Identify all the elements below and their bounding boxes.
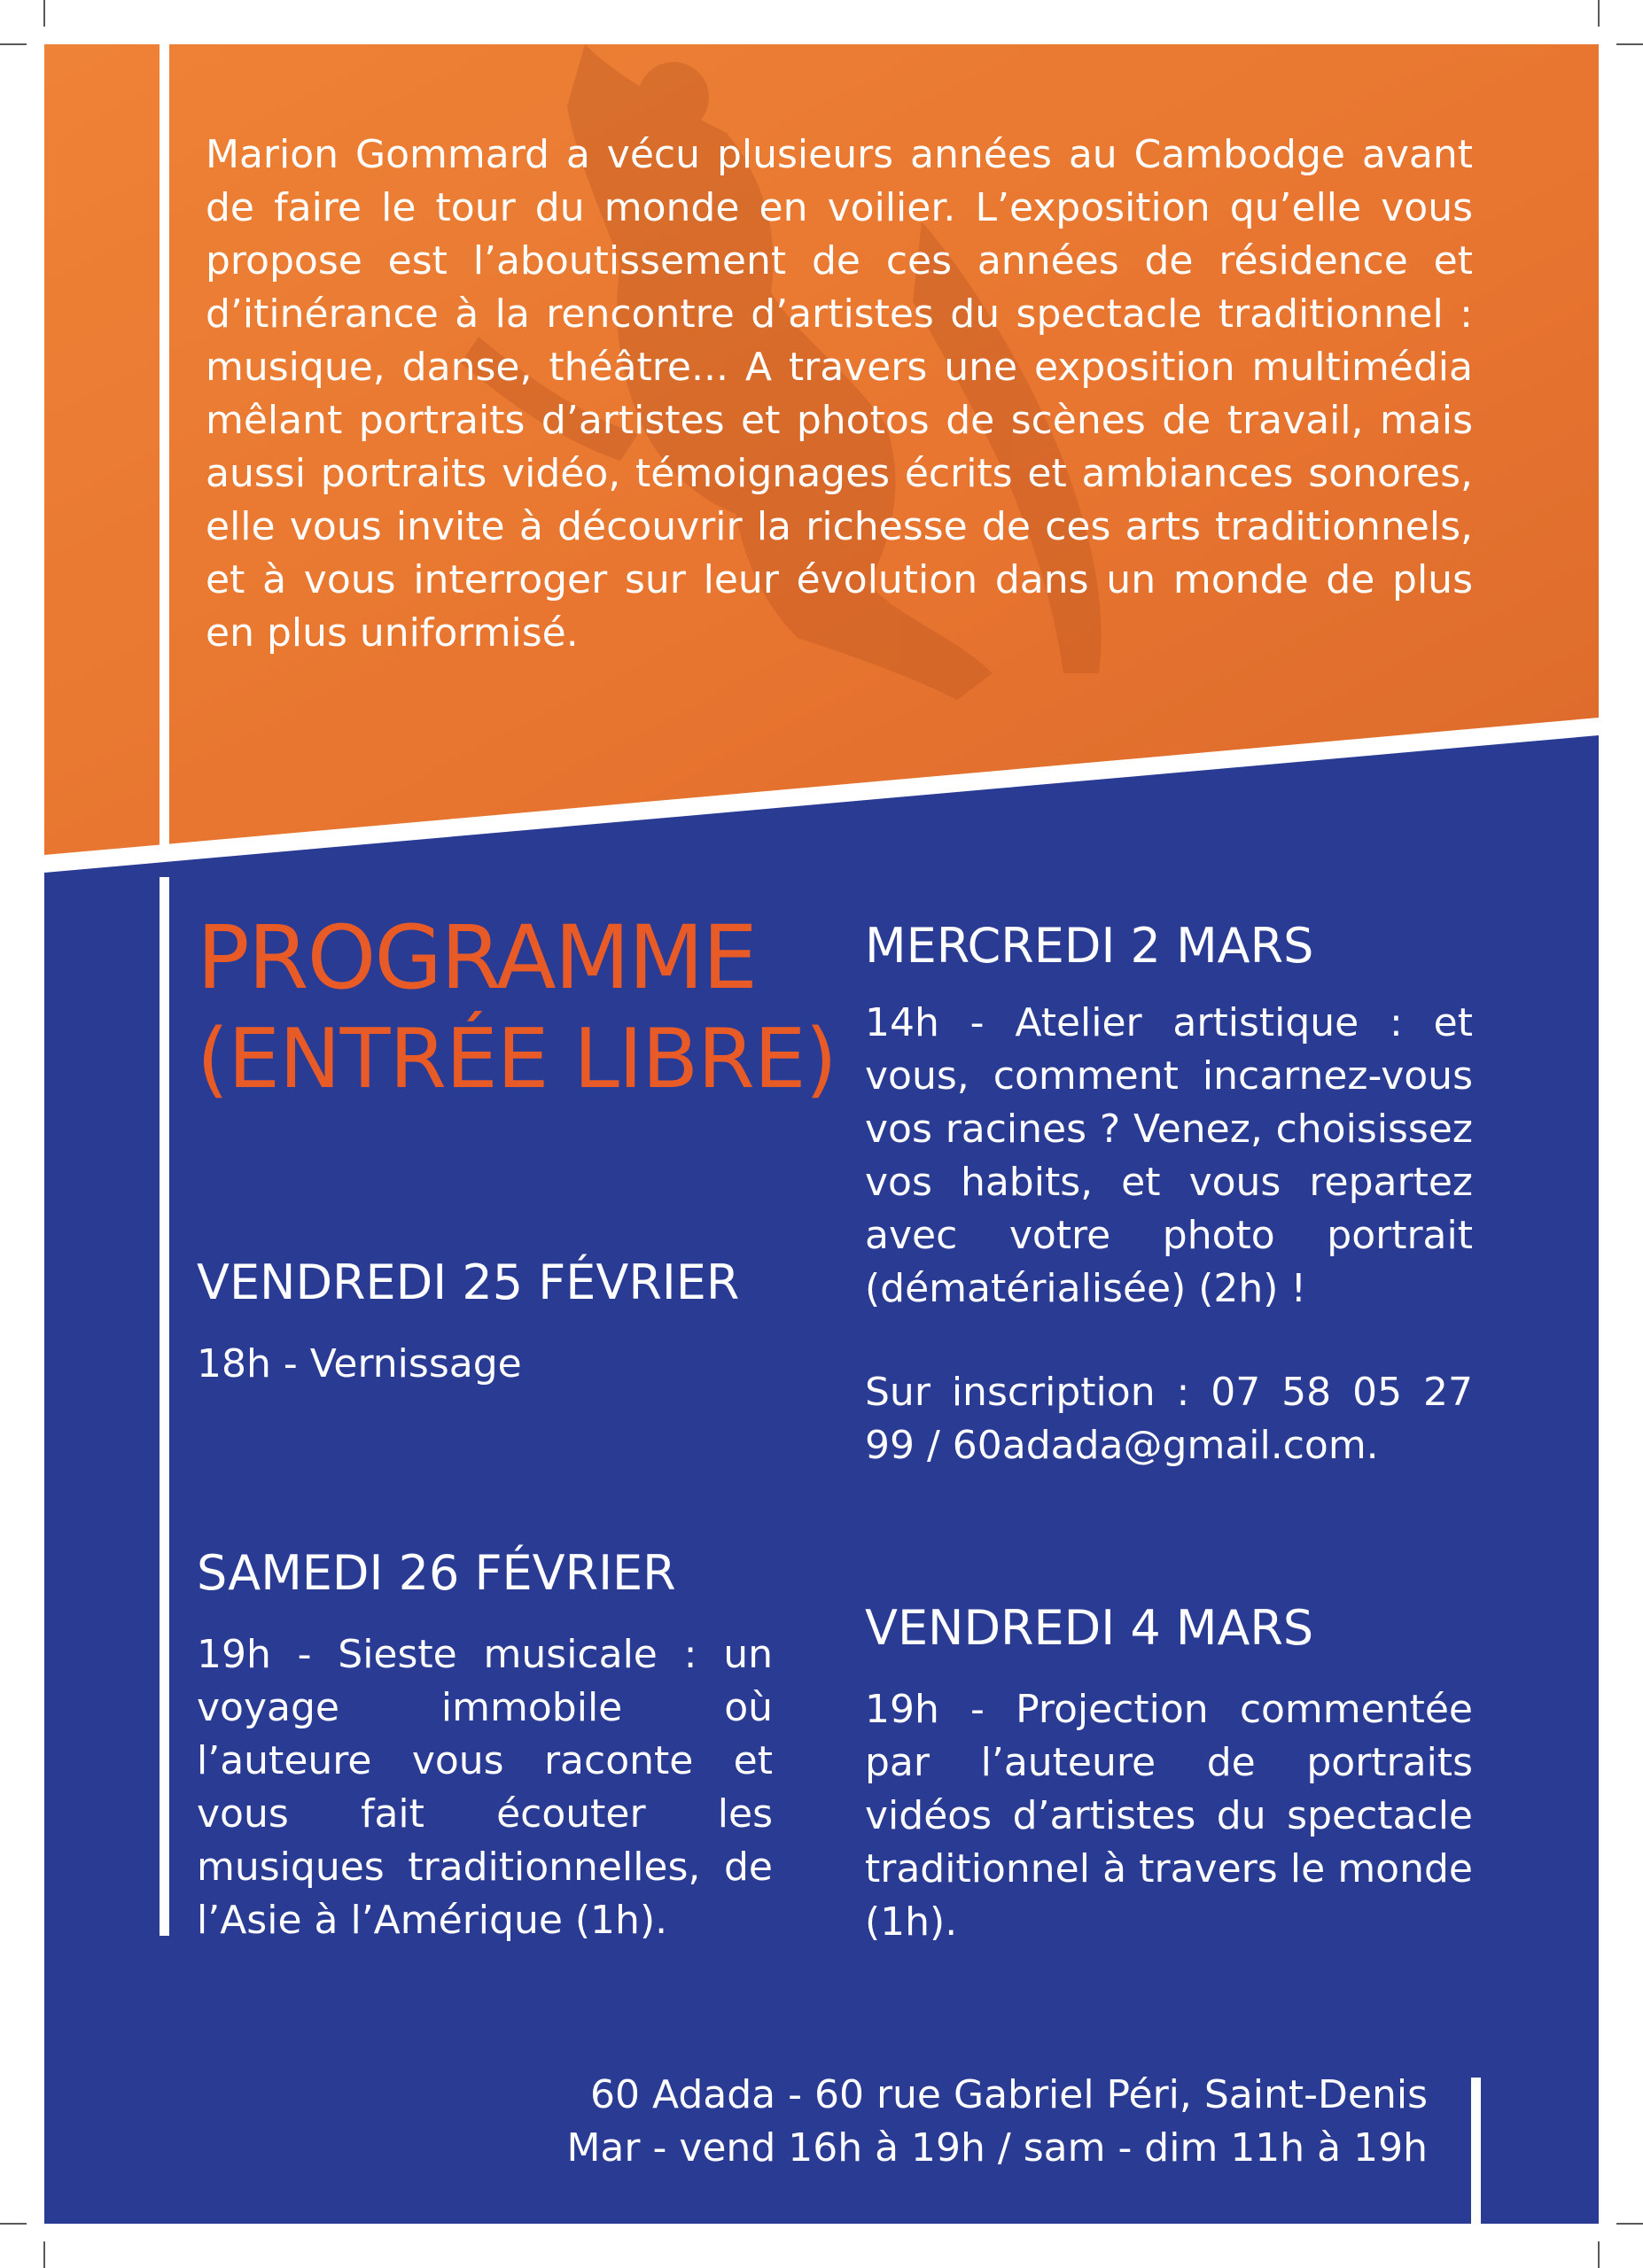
event-day-heading: SAMEDI 26 FÉVRIER	[197, 1545, 676, 1601]
divider-bar-top	[160, 44, 169, 846]
programme-subtitle: (ENTRÉE LIBRE)	[197, 1011, 837, 1107]
event-day-heading: VENDREDI 4 MARS	[865, 1600, 1314, 1656]
divider-bar-left	[160, 877, 169, 1936]
intro-paragraph: Marion Gommard a vécu plusieurs années au Cambodge avant de faire le tour du monde en voilier. L’exposition qu’elle vous propose est l’aboutissement de ces années de résidence et d’itinérance à la rencontre d’artistes du spectacle traditionnel : musique, danse, théâtre... A travers une exposition multimédia mêlant portraits d’artistes et photos de scènes de travail, mais aussi portraits vidéo, témoignages écrits et ambiances sonores, elle vous invite à découvrir la richesse de ces arts traditionnels, et à vous interroger sur leur évolution dans un monde de plus en plus uniformisé.	[206, 132, 1473, 656]
event-description: 19h - Sieste musicale : un voyage immobile où l’auteure vous raconte et vous fait écouter les musiques traditionnelles, de l’Asie à l’Amérique (1h).	[197, 1632, 773, 1943]
event-description: 14h - Atelier artistique : et vous, comment incarnez-vous vos racines ? Venez, choisissez vos habits, et vous repartez avec votre photo portrait (dématérialisée) (2h) !	[865, 1000, 1473, 1311]
footer-hours: Mar - vend 16h à 19h / sam - dim 11h à 19h	[566, 2125, 1428, 2171]
event-registration-note: Sur inscription : 07 58 05 27 99 / 60adada@gmail.com.	[865, 1370, 1473, 1468]
programme-title: PROGRAMME	[197, 907, 757, 1009]
event-day-heading: MERCREDI 2 MARS	[865, 918, 1314, 974]
event-description: 18h - Vernissage	[197, 1341, 522, 1386]
divider-bar-right	[1471, 2078, 1481, 2255]
footer-address: 60 Adada - 60 rue Gabriel Péri, Saint-Denis	[590, 2072, 1428, 2117]
event-description: 19h - Projection commentée par l’auteure de portraits vidéos d’artistes du spectacle traditionnel à travers le monde (1h).	[865, 1687, 1473, 1945]
event-day-heading: VENDREDI 25 FÉVRIER	[197, 1254, 740, 1310]
